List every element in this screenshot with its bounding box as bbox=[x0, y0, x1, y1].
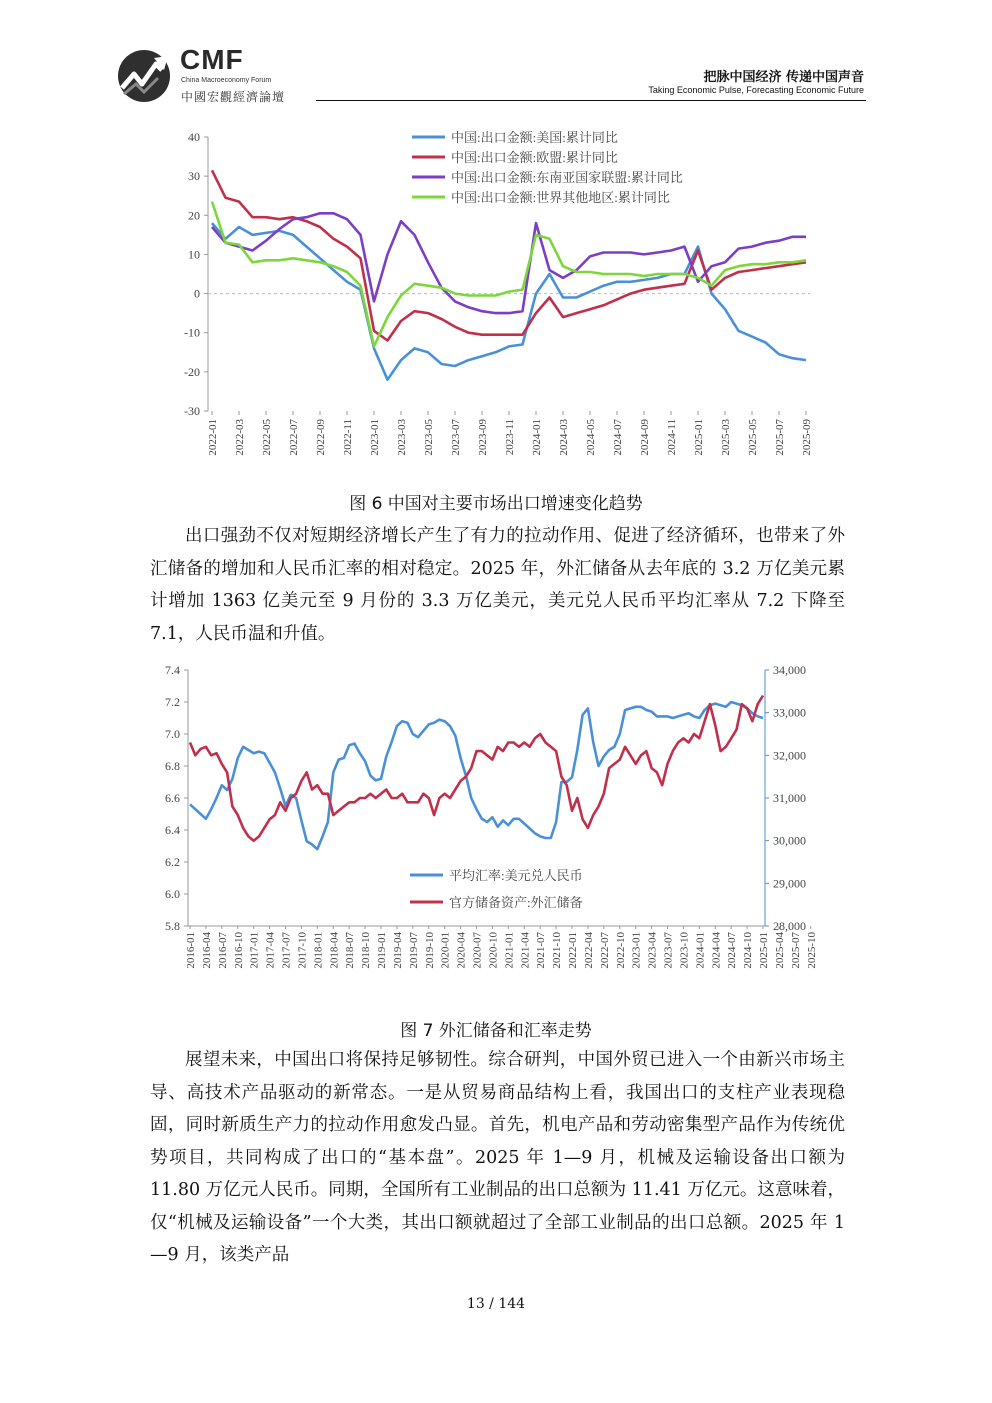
x-tick-label: 2023-01 bbox=[369, 419, 381, 456]
y-tick-label: 10 bbox=[188, 247, 200, 262]
x-tick-label: 2023-11 bbox=[504, 419, 516, 456]
y-tick-label: 30 bbox=[188, 169, 200, 184]
x-tick-label: 2024-04 bbox=[710, 932, 723, 969]
x-tick-label: 2023-10 bbox=[678, 932, 691, 969]
x-tick-label: 2023-07 bbox=[662, 932, 675, 969]
legend-label-4: 中国:出口金额:世界其他地区:累计同比 bbox=[451, 190, 670, 205]
figure7-caption: 图 7 外汇储备和汇率走势 bbox=[400, 1021, 592, 1041]
x-tick-label: 2022-05 bbox=[261, 419, 273, 456]
x-tick-label: 2024-03 bbox=[558, 419, 570, 456]
legend-label-1: 中国:出口金额:美国:累计同比 bbox=[451, 130, 618, 145]
x-tick-label: 2025-07 bbox=[774, 419, 786, 456]
x-tick-label: 2021-10 bbox=[551, 932, 564, 969]
right-tick-label: 28,000 bbox=[773, 919, 806, 933]
page-number: 13 / 144 bbox=[466, 1296, 526, 1312]
legend-label-2: 中国:出口金额:欧盟:累计同比 bbox=[451, 150, 618, 165]
logo-subtitle: China Macroeconomy Forum bbox=[181, 77, 272, 84]
series-line-4 bbox=[212, 202, 806, 347]
x-tick-label: 2016-01 bbox=[185, 932, 197, 969]
x-tick-label: 2020-01 bbox=[439, 932, 452, 969]
x-tick-label: 2022-04 bbox=[582, 932, 595, 969]
legend-label-2: 官方储备资产:外汇储备 bbox=[449, 895, 583, 910]
x-tick-label: 2017-07 bbox=[280, 932, 293, 969]
right-tick-label: 31,000 bbox=[773, 791, 806, 805]
left-tick-label: 6.4 bbox=[165, 823, 180, 837]
left-tick-label: 7.2 bbox=[165, 695, 180, 709]
header-slogan-cn: 把脉中国经济 传递中国声音 bbox=[703, 70, 864, 85]
x-tick-label: 2023-03 bbox=[396, 419, 408, 456]
left-tick-label: 6.6 bbox=[165, 791, 180, 805]
x-tick-label: 2022-01 bbox=[207, 419, 219, 456]
x-tick-label: 2025-01 bbox=[693, 419, 705, 456]
x-tick-label: 2025-01 bbox=[758, 932, 770, 969]
x-tick-label: 2024-01 bbox=[531, 419, 543, 456]
x-tick-label: 2019-10 bbox=[423, 932, 436, 969]
left-tick-label: 6.8 bbox=[165, 759, 180, 773]
x-tick-label: 2024-11 bbox=[666, 419, 678, 456]
x-tick-label: 2025-10 bbox=[805, 932, 818, 969]
x-tick-label: 2016-04 bbox=[200, 932, 213, 969]
x-tick-label: 2023-09 bbox=[477, 419, 489, 456]
header-rule bbox=[316, 100, 866, 101]
right-tick-label: 30,000 bbox=[773, 833, 806, 848]
paragraph-1: 出口强劲不仅对短期经济增长产生了有力的拉动作用、促进了经济循环，也带来了外汇储备的增加和人民币汇率的相对稳定。2025 年，外汇储备从去年底的 3.2 万亿美元累计增加 1363 亿美元至 9 月份的 3.3 万亿美元，美元兑人民币平均汇率从 7.2 下降至 7.1，人民币温和升值。 bbox=[150, 526, 845, 644]
left-tick-label: 6.0 bbox=[165, 887, 180, 901]
x-tick-label: 2025-07 bbox=[789, 932, 802, 969]
y-tick-label: -20 bbox=[184, 364, 200, 379]
x-tick-label: 2025-09 bbox=[801, 419, 813, 456]
x-tick-label: 2017-01 bbox=[248, 932, 261, 969]
x-tick-label: 2024-09 bbox=[639, 419, 651, 456]
y-tick-label: 0 bbox=[194, 286, 200, 301]
x-tick-label: 2020-04 bbox=[455, 932, 468, 969]
x-tick-label: 2024-07 bbox=[726, 932, 739, 969]
x-tick-label: 2016-07 bbox=[216, 932, 229, 969]
x-tick-label: 2023-01 bbox=[630, 932, 643, 969]
x-tick-label: 2024-10 bbox=[742, 932, 755, 969]
left-tick-label: 6.2 bbox=[165, 855, 180, 869]
x-tick-label: 2025-03 bbox=[720, 419, 732, 456]
x-tick-label: 2019-01 bbox=[376, 932, 388, 969]
x-tick-label: 2021-04 bbox=[519, 932, 532, 969]
x-tick-label: 2023-04 bbox=[646, 932, 659, 969]
x-tick-label: 2022-11 bbox=[342, 419, 354, 456]
x-tick-label: 2020-10 bbox=[487, 932, 500, 969]
logo-title: CMF bbox=[180, 44, 244, 75]
x-tick-label: 2022-07 bbox=[288, 419, 300, 456]
x-tick-label: 2018-04 bbox=[328, 932, 341, 969]
legend-label-1: 平均汇率:美元兑人民币 bbox=[449, 868, 583, 883]
y-tick-label: 20 bbox=[188, 208, 200, 223]
x-tick-label: 2022-07 bbox=[598, 932, 611, 969]
x-tick-label: 2021-07 bbox=[535, 932, 548, 969]
x-tick-label: 2022-01 bbox=[567, 932, 579, 969]
x-tick-label: 2022-09 bbox=[315, 419, 327, 456]
x-tick-label: 2025-05 bbox=[747, 419, 759, 456]
x-tick-label: 2021-01 bbox=[503, 932, 516, 969]
figure6-chart bbox=[170, 125, 820, 485]
figure7-chart bbox=[140, 658, 830, 998]
x-tick-label: 2025-04 bbox=[773, 932, 786, 969]
x-tick-label: 2016-10 bbox=[232, 932, 245, 969]
x-tick-label: 2017-04 bbox=[264, 932, 277, 969]
figure6-caption: 图 6 中国对主要市场出口增速变化趋势 bbox=[349, 494, 643, 514]
y-tick-label: 40 bbox=[188, 130, 200, 144]
legend-label-3: 中国:出口金额:东南亚国家联盟:累计同比 bbox=[451, 170, 683, 185]
y-tick-label: -10 bbox=[184, 325, 200, 340]
left-tick-label: 7.0 bbox=[165, 727, 180, 741]
logo-chinese-name: 中國宏觀經濟論壇 bbox=[181, 90, 286, 104]
x-tick-label: 2018-07 bbox=[344, 932, 357, 969]
left-tick-label: 7.4 bbox=[165, 663, 180, 677]
x-tick-label: 2024-01 bbox=[694, 932, 707, 969]
x-tick-label: 2018-10 bbox=[360, 932, 373, 969]
x-tick-label: 2019-04 bbox=[391, 932, 404, 969]
y-tick-label: -30 bbox=[184, 404, 200, 418]
right-tick-label: 34,000 bbox=[773, 663, 806, 677]
paragraph-2: 展望未来，中国出口将保持足够韧性。综合研判，中国外贸已进入一个由新兴市场主导、高技术产品驱动的新常态。一是从贸易商品结构上看，我国出口的支柱产业表现稳固，同时新质生产力的拉动作用愈发凸显。首先，机电产品和劳动密集型产品作为传统优势项目，共同构成了出口的“基本盘”。2025 年 1—9 月，机械及运输设备出口额为 11.80 万亿元人民币。同期，全国所有工业制品的出口总额为 11.41 万亿元。这意味着，仅“机械及运输设备”一个大类，其出口额就超过了全部工业制品的出口总额。2025 年 1—9 月，该类产品 bbox=[150, 1050, 845, 1265]
x-tick-label: 2017-10 bbox=[296, 932, 309, 969]
x-tick-label: 2018-01 bbox=[312, 932, 325, 969]
x-tick-label: 2023-07 bbox=[450, 419, 462, 456]
x-tick-label: 2024-05 bbox=[585, 419, 597, 456]
x-tick-label: 2019-07 bbox=[407, 932, 420, 969]
series-line-exchange-rate bbox=[190, 702, 763, 849]
x-tick-label: 2020-07 bbox=[471, 932, 484, 969]
x-tick-label: 2023-05 bbox=[423, 419, 435, 456]
x-tick-label: 2024-07 bbox=[612, 419, 624, 456]
x-tick-label: 2022-03 bbox=[234, 419, 246, 456]
right-tick-label: 29,000 bbox=[773, 876, 806, 891]
header-slogan-en: Taking Economic Pulse, Forecasting Economic Future bbox=[648, 85, 864, 95]
x-tick-label: 2022-10 bbox=[614, 932, 627, 969]
left-tick-label: 5.8 bbox=[165, 919, 180, 933]
right-tick-label: 32,000 bbox=[773, 748, 806, 763]
series-line-1 bbox=[212, 223, 806, 380]
right-tick-label: 33,000 bbox=[773, 705, 806, 720]
